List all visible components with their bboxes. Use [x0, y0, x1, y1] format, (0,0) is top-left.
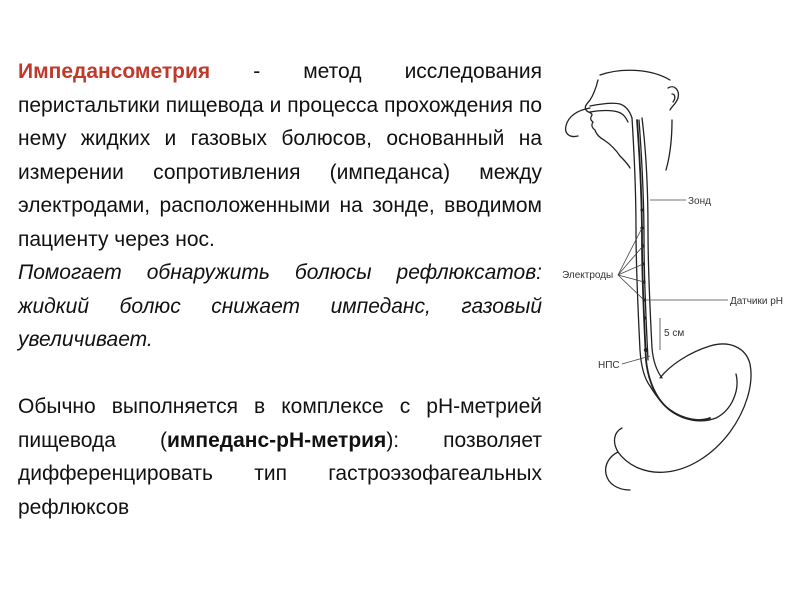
label-probe: Зонд — [688, 196, 711, 207]
combination-paragraph — [18, 390, 542, 524]
anatomy-illustration — [560, 60, 790, 500]
reflux-paragraph: Помогает обнаружить болюсы рефлюксатов: жидкий болюс снижает импеданс, газовый увеличивает. — [18, 261, 542, 351]
impedance-ph-metry-term: импеданс-pH-метрия — [166, 428, 387, 452]
probe-internal — [637, 120, 710, 420]
paragraph-spacer — [18, 357, 542, 391]
combination-text-2: ): позволяет дифференцировать тип гастроэзофагеальных рефлюксов — [18, 428, 542, 519]
combination-text-1: Обычно выполняется в комплексе с pH-метрией пищевода ( — [18, 395, 542, 452]
ear-icon — [668, 87, 678, 110]
label-ph-sensors: Датчики pH — [730, 296, 784, 307]
definition-paragraph — [18, 55, 542, 256]
electrodes-leader-3 — [618, 264, 643, 275]
term-impedancemetry: Импедансометрия — [18, 60, 211, 83]
stomach-outline — [615, 344, 752, 472]
label-5cm: 5 см — [664, 328, 685, 339]
main-text — [18, 55, 542, 524]
head-outline — [585, 80, 630, 168]
probe-external — [566, 108, 590, 137]
label-les: НПС — [598, 360, 620, 371]
duodenum — [606, 452, 630, 490]
neck-back — [666, 120, 672, 170]
skull — [600, 70, 670, 80]
label-electrodes: Электроды — [562, 270, 614, 281]
esophagus-probe-diagram — [560, 60, 790, 500]
definition-text: - метод исследования перистальтики пищевода и процесса прохождения по нему жидких и газовых болюсов, основанный на измерении сопротивления (импеданса) между электродами, расположенными на зонде, вводимом пациенту через нос. — [18, 60, 542, 251]
